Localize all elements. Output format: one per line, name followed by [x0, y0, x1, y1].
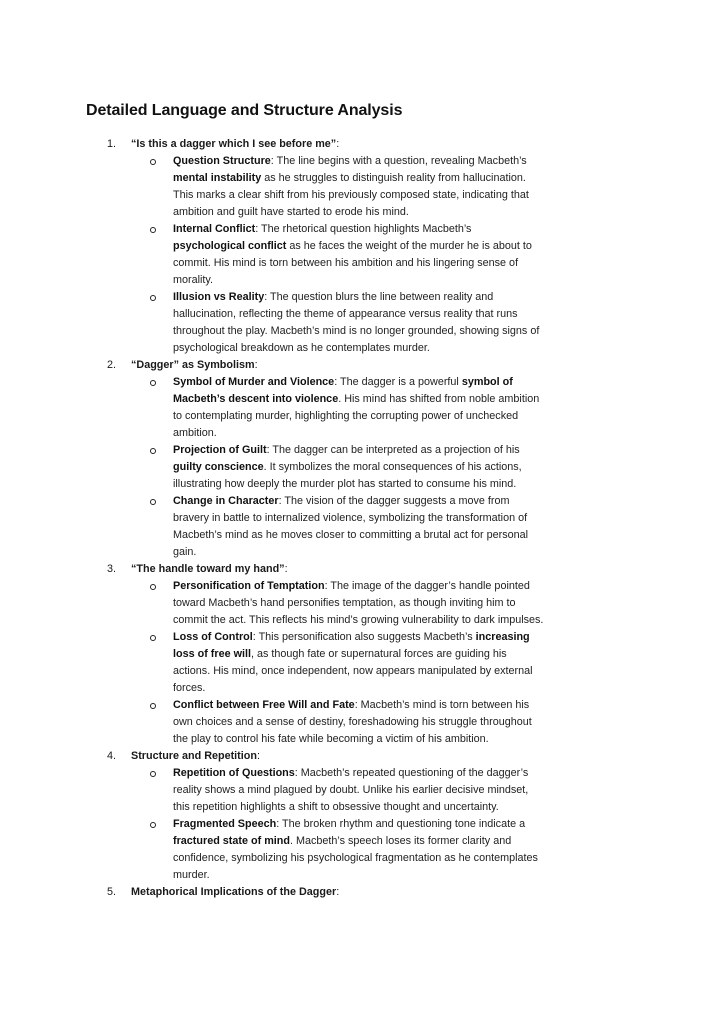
item-body-text: this repetition highlights a shift to obsessive thought and uncertainty. — [173, 801, 499, 813]
item-body-text: : Macbeth’s mind is torn between his — [354, 699, 530, 711]
item-text-line — [173, 272, 637, 289]
item-body-text: : The line begins with a question, revealing Macbeth’s — [270, 155, 527, 167]
section-3 — [107, 561, 637, 748]
item-text-line — [173, 731, 637, 748]
item-text-line — [173, 425, 637, 442]
section-heading-row — [107, 357, 637, 374]
item-text-line — [173, 544, 637, 561]
item-body-text: : This personification also suggests Macbeth’s increasing — [252, 631, 530, 643]
item-body-text: Macbeth’s mind as he moves closer to committing a brutal act for personal — [173, 529, 529, 541]
section-number: 1. — [107, 138, 117, 150]
emphasis-text: loss of free will — [173, 648, 251, 660]
section-number: 3. — [107, 563, 117, 575]
hollow-circle-bullet-icon — [150, 771, 156, 777]
document-title: Detailed Language and Structure Analysis — [86, 102, 403, 119]
item-text-line — [173, 238, 637, 255]
item-body-text: hallucination, reflecting the theme of appearance versus reality that runs — [173, 308, 518, 320]
item-text-line — [173, 765, 637, 782]
item-body-text: morality. — [173, 274, 213, 286]
item-body-text: : The vision of the dagger suggests a move from — [278, 495, 510, 507]
item-text-line — [173, 391, 637, 408]
item-body-text: : The question blurs the line between reality and — [264, 291, 494, 303]
hollow-circle-bullet-icon — [150, 499, 156, 505]
bullet-list — [107, 578, 637, 748]
item-body-text: ambition. — [173, 427, 217, 439]
hollow-circle-bullet-icon — [150, 448, 156, 454]
item-body-text: throughout the play. Macbeth’s mind is no longer grounded, showing signs of — [173, 325, 540, 337]
item-body-text: toward Macbeth’s hand personifies temptation, as though inviting him to — [173, 597, 516, 609]
item-body-text: the play to control his fate while becoming a victim of his ambition. — [173, 733, 489, 745]
item-text-line — [173, 255, 637, 272]
item-body-text: reality shows a mind plagued by doubt. Unlike his earlier decisive mindset, — [173, 784, 529, 796]
section-number: 4. — [107, 750, 117, 762]
item-heading: Illusion vs Reality — [173, 291, 265, 303]
section-heading-colon: : — [284, 563, 288, 575]
section-heading — [131, 884, 339, 901]
list-item — [107, 221, 637, 289]
section-number: 5. — [107, 886, 117, 898]
section-heading-colon: : — [336, 886, 340, 898]
item-body-text: forces. — [173, 682, 206, 694]
emphasis-text: psychological conflict — [173, 240, 287, 252]
emphasis-text: guilty conscience — [173, 461, 264, 473]
hollow-circle-bullet-icon — [150, 380, 156, 386]
section-4 — [107, 748, 637, 884]
item-text-line — [173, 221, 637, 238]
section-1 — [107, 136, 637, 357]
section-heading-colon: : — [336, 138, 340, 150]
item-body-text: psychological breakdown as he contemplates murder. — [173, 342, 430, 354]
section-list — [107, 136, 637, 901]
item-heading: Personification of Temptation — [173, 580, 325, 592]
section-5 — [107, 884, 637, 901]
item-heading: Projection of Guilt — [173, 444, 267, 456]
item-heading: Fragmented Speech — [173, 818, 277, 830]
emphasis-text: mental instability — [173, 172, 262, 184]
item-text-line — [173, 374, 637, 391]
item-text-line — [173, 306, 637, 323]
section-number: 2. — [107, 359, 117, 371]
item-body-text: fractured state of mind. Macbeth’s speech loses its former clarity and — [173, 835, 512, 847]
item-text-line — [173, 816, 637, 833]
section-heading-text: “Dagger” as Symbolism — [131, 359, 255, 371]
section-heading — [131, 561, 288, 578]
list-item — [107, 816, 637, 884]
item-body-text: guilty conscience. It symbolizes the moral consequences of his actions, — [173, 461, 522, 473]
item-text-line — [173, 153, 637, 170]
list-item — [107, 578, 637, 629]
bullet-list — [107, 765, 637, 884]
list-item — [107, 153, 637, 221]
item-body-text: actions. His mind, once independent, now appears manipulated by external — [173, 665, 533, 677]
item-text-line — [173, 663, 637, 680]
item-body-text: : The dagger can be interpreted as a projection of his — [266, 444, 520, 456]
item-text-line — [173, 850, 637, 867]
item-body-text: bravery in battle to internalized violence, symbolizing the transformation of — [173, 512, 528, 524]
list-item — [107, 629, 637, 697]
section-heading — [131, 357, 258, 374]
item-heading: Question Structure — [173, 155, 271, 167]
item-heading: Symbol of Murder and Violence — [173, 376, 335, 388]
section-heading-text: Metaphorical Implications of the Dagger — [131, 886, 337, 898]
list-item — [107, 289, 637, 357]
list-item — [107, 765, 637, 816]
item-text-line — [173, 170, 637, 187]
hollow-circle-bullet-icon — [150, 159, 156, 165]
item-body-text: own choices and a sense of destiny, foreshadowing his struggle throughout — [173, 716, 532, 728]
item-body-text: murder. — [173, 869, 210, 881]
section-heading-row — [107, 136, 637, 153]
item-heading: Conflict between Free Will and Fate — [173, 699, 355, 711]
hollow-circle-bullet-icon — [150, 227, 156, 233]
hollow-circle-bullet-icon — [150, 822, 156, 828]
item-body-text: : The dagger is a powerful symbol of — [334, 376, 513, 388]
item-text-line — [173, 510, 637, 527]
item-text-line — [173, 459, 637, 476]
item-text-line — [173, 629, 637, 646]
item-text-line — [173, 714, 637, 731]
item-text-line — [173, 782, 637, 799]
item-text-line — [173, 476, 637, 493]
hollow-circle-bullet-icon — [150, 295, 156, 301]
hollow-circle-bullet-icon — [150, 584, 156, 590]
item-body-text: to contemplating murder, highlighting the corrupting power of unchecked — [173, 410, 519, 422]
emphasis-text: fractured state of mind — [173, 835, 290, 847]
item-body-text: This marks a clear shift from his previously composed state, indicating that — [173, 189, 529, 201]
section-heading — [131, 748, 260, 765]
item-text-line — [173, 833, 637, 850]
section-heading-colon: : — [254, 359, 258, 371]
item-text-line — [173, 323, 637, 340]
bullet-list — [107, 374, 637, 561]
section-heading-row — [107, 561, 637, 578]
item-text-line — [173, 187, 637, 204]
list-item — [107, 697, 637, 748]
item-body-text: illustrating how deeply the murder plot has started to consume his mind. — [173, 478, 517, 490]
item-body-text: : The broken rhythm and questioning tone indicate a — [276, 818, 526, 830]
item-text-line — [173, 595, 637, 612]
section-heading-text: Structure and Repetition — [131, 750, 257, 762]
item-body-text: ambition and guilt have started to erode his mind. — [173, 206, 409, 218]
item-body-text: gain. — [173, 546, 197, 558]
item-text-line — [173, 408, 637, 425]
section-2 — [107, 357, 637, 561]
item-heading: Change in Character — [173, 495, 279, 507]
item-heading: Internal Conflict — [173, 223, 256, 235]
item-text-line — [173, 289, 637, 306]
hollow-circle-bullet-icon — [150, 635, 156, 641]
item-body-text: : Macbeth’s repeated questioning of the dagger’s — [294, 767, 529, 779]
list-item — [107, 493, 637, 561]
section-heading-row — [107, 884, 637, 901]
item-text-line — [173, 527, 637, 544]
bullet-list — [107, 153, 637, 357]
item-text-line — [173, 867, 637, 884]
emphasis-text: increasing — [475, 631, 530, 643]
item-body-text: mental instability as he struggles to distinguish reality from hallucination. — [173, 172, 526, 184]
emphasis-text: Macbeth’s descent into violence — [173, 393, 339, 405]
item-body-text: psychological conflict as he faces the weight of the murder he is about to — [173, 240, 532, 252]
item-text-line — [173, 646, 637, 663]
list-item — [107, 374, 637, 442]
item-text-line — [173, 204, 637, 221]
item-text-line — [173, 612, 637, 629]
item-text-line — [173, 799, 637, 816]
item-text-line — [173, 697, 637, 714]
section-heading-text: “The handle toward my hand” — [131, 563, 285, 575]
item-text-line — [173, 578, 637, 595]
item-body-text: : The rhetorical question highlights Macbeth’s — [255, 223, 472, 235]
section-heading-row — [107, 748, 637, 765]
item-text-line — [173, 680, 637, 697]
hollow-circle-bullet-icon — [150, 703, 156, 709]
item-text-line — [173, 493, 637, 510]
item-body-text: commit. His mind is torn between his ambition and his lingering sense of — [173, 257, 519, 269]
item-body-text: Macbeth’s descent into violence. His mind has shifted from noble ambition — [173, 393, 540, 405]
item-heading: Loss of Control — [173, 631, 253, 643]
emphasis-text: symbol of — [461, 376, 513, 388]
item-text-line — [173, 340, 637, 357]
section-heading — [131, 136, 339, 153]
section-heading-text: “Is this a dagger which I see before me” — [131, 138, 337, 150]
list-item — [107, 442, 637, 493]
item-body-text: loss of free will, as though fate or supernatural forces are guiding his — [173, 648, 507, 660]
item-text-line — [173, 442, 637, 459]
item-body-text: : The image of the dagger’s handle pointed — [324, 580, 530, 592]
item-heading: Repetition of Questions — [173, 767, 295, 779]
item-body-text: commit the act. This reflects his mind’s growing vulnerability to dark impulses. — [173, 614, 544, 626]
section-heading-colon: : — [256, 750, 260, 762]
item-body-text: confidence, symbolizing his psychological fragmentation as he contemplates — [173, 852, 538, 864]
